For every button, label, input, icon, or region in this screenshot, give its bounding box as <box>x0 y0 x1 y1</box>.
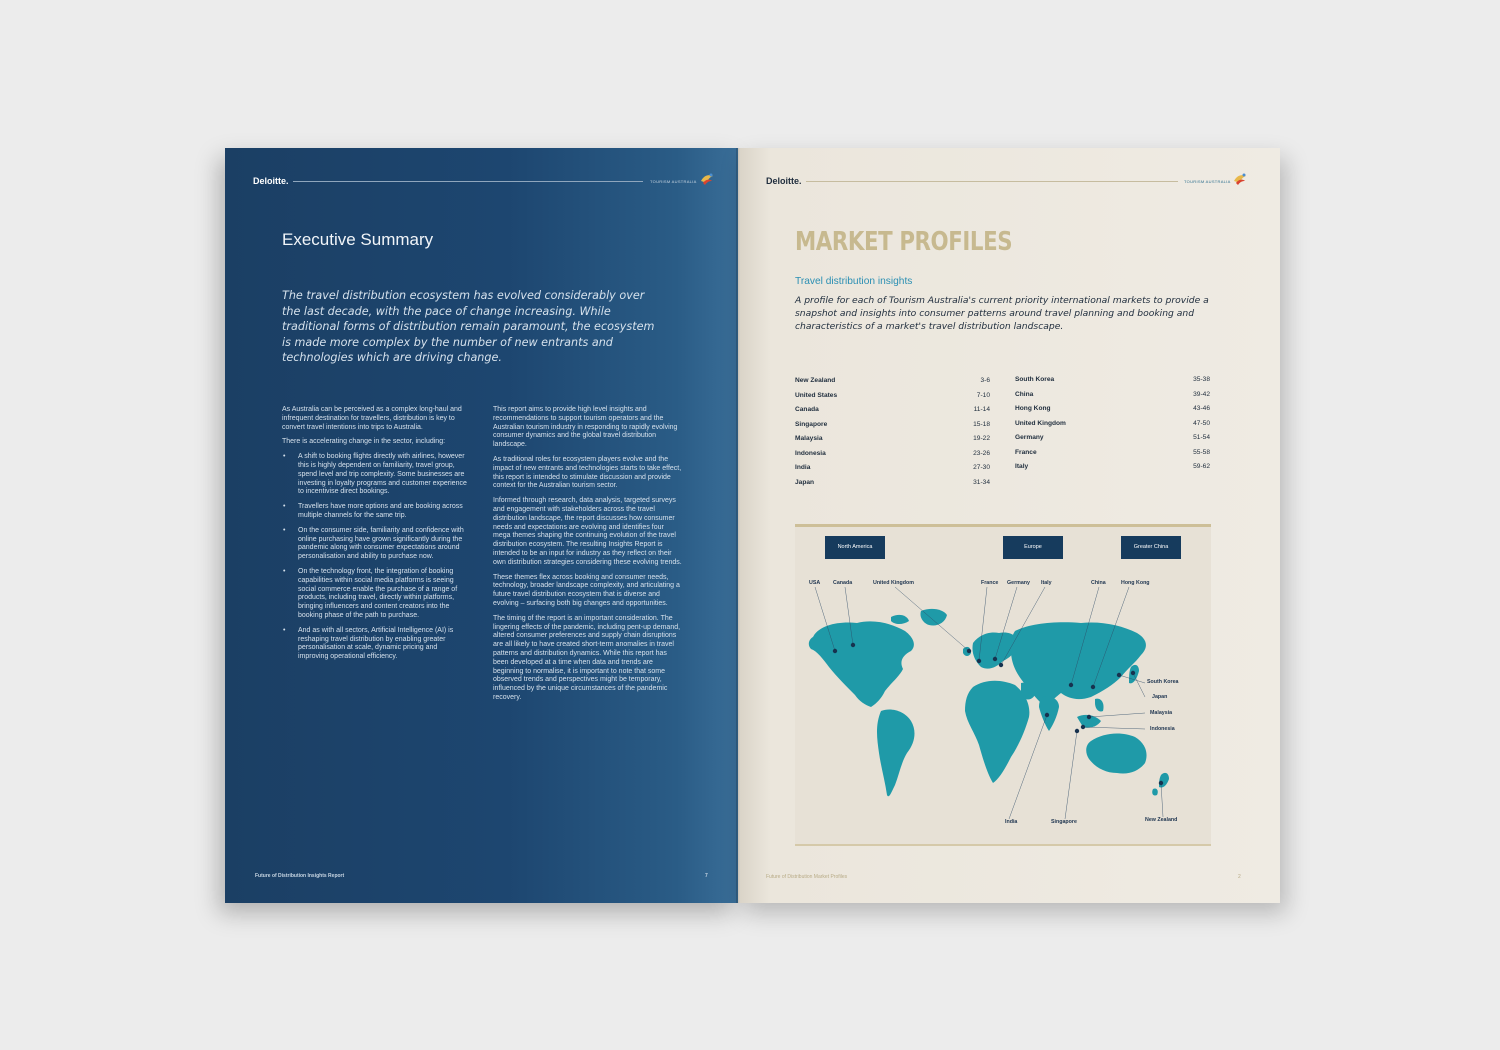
paragraph: As Australia can be perceived as a complex long-haul and infrequent destination for travellers, distribution is key to convert travel intentions into trips to Australia. <box>282 406 462 431</box>
toc-market: Italy <box>1015 463 1029 470</box>
toc-market: Indonesia <box>795 450 826 457</box>
header-rule <box>806 181 1178 182</box>
toc-pages: 47-50 <box>1193 420 1210 427</box>
deloitte-logo: Deloitte. <box>253 176 289 186</box>
tourism-australia-wordmark: TOURISM AUSTRALIA <box>650 179 697 184</box>
map-label-italy: Italy <box>1041 580 1052 586</box>
toc-market: Germany <box>1015 434 1044 441</box>
region-greater-china: Greater China <box>1121 536 1181 559</box>
region-north-america: North America <box>825 536 885 559</box>
intro-paragraph: The travel distribution ecosystem has evolved considerably over the last decade, with the pace of change increasing. While traditional forms of distribution remain paramount, the ecosystem is made more complex by the number of new entrants and technologies which are driving change. <box>282 289 655 364</box>
marker-south-korea <box>1117 673 1121 677</box>
toc-market: Japan <box>795 479 815 486</box>
toc-market: Malaysia <box>795 435 823 442</box>
toc-market: France <box>1015 449 1037 456</box>
toc-pages: 23-26 <box>973 450 990 457</box>
marker-new-zealand <box>1159 781 1163 785</box>
toc-market: China <box>1015 391 1034 398</box>
world-map-panel <box>795 524 1211 846</box>
marker-hong-kong <box>1091 685 1095 689</box>
toc-pages: 59-62 <box>1193 463 1210 470</box>
toc-pages: 39-42 <box>1193 391 1210 398</box>
marker-france <box>977 659 981 663</box>
text-column-2 <box>493 406 683 709</box>
marker-usa <box>833 649 837 653</box>
page-number: 7 <box>705 873 708 879</box>
marker-india <box>1045 713 1049 717</box>
world-map <box>795 527 1211 849</box>
left-page <box>225 148 738 903</box>
list-item: • A shift to booking flights directly with airlines, however this is highly dependent on familiarity, travel group, spend level and trip complexity. Some businesses are investing in loyalty programs and customer experience to incentivise direct bookings. <box>282 453 467 497</box>
right-page <box>738 148 1280 903</box>
deloitte-logo: Deloitte. <box>766 176 802 186</box>
toc-market: Singapore <box>795 421 828 428</box>
paragraph: The timing of the report is an important consideration. The lingering effects of the pandemic, including pent-up demand, altered consumer preferences and supply chain disruptions are all likely to have created short-term anomalies in travel patterns and distribution dynamics. While this report has been developed at a time when data and trends are beginning to normalise, it is important to note that some observed trends and perspectives might be temporary, influenced by the unique circumstances of the pandemic recovery. <box>493 614 681 701</box>
marker-germany <box>993 657 997 661</box>
page-title: MARKET PROFILES <box>795 227 1013 257</box>
toc-pages: 15-18 <box>973 421 990 428</box>
list-item: • On the consumer side, familiarity and confidence with online purchasing have grown significantly during the pandemic along with consumer expectations around personalisation and ability to purchase now. <box>282 527 467 562</box>
paragraph: These themes flex across booking and consumer needs, technology, broader landscape complexity, and articulating a future travel distribution ecosystem that is diverse and evolving – surfacing both big changes and opportunities. <box>493 573 680 607</box>
footer-title: Future of Distribution Insights Report <box>255 873 345 879</box>
page-title: Executive Summary <box>282 230 434 249</box>
list-item: • Travellers have more options and are booking across multiple channels for the same trip. <box>282 503 467 521</box>
toc-pages: 3-6 <box>980 377 990 384</box>
map-label-new-zealand: New Zealand <box>1145 817 1178 823</box>
toc-market: United Kingdom <box>1015 420 1066 427</box>
toc-market: Hong Kong <box>1015 405 1051 412</box>
list-item: • On the technology front, the integration of booking capabilities within social media platforms is seeing social commerce enable the purchase of a range of products, including travel, directly within platforms, bringing influencers and content creators into the booking phase of the path to purchase. <box>282 568 467 621</box>
map-label-canada: Canada <box>833 580 853 586</box>
map-label-malaysia: Malaysia <box>1150 710 1173 716</box>
tourism-australia-logo-icon <box>1232 172 1248 186</box>
map-label-indonesia: Indonesia <box>1150 726 1175 732</box>
map-label-germany: Germany <box>1007 580 1030 586</box>
map-label-france: France <box>981 580 999 586</box>
region-europe: Europe <box>1003 536 1063 559</box>
toc-market: India <box>795 464 811 471</box>
description: A profile for each of Tourism Australia's current priority international markets to provide a snapshot and insights into consumer patterns around travel planning and booking and characteristics of a market's travel distribution landscape. <box>795 295 1209 332</box>
toc-market: South Korea <box>1015 376 1055 383</box>
toc-pages: 31-34 <box>973 479 990 486</box>
toc-pages: 55-58 <box>1193 449 1210 456</box>
header-rule <box>293 181 643 182</box>
tourism-australia-wordmark: TOURISM AUSTRALIA <box>1184 179 1231 184</box>
marker-united-kingdom <box>967 649 971 653</box>
text-column-1 <box>282 406 467 668</box>
map-label-japan: Japan <box>1152 694 1168 700</box>
toc-pages: 11-14 <box>973 406 990 413</box>
marker-singapore <box>1075 729 1079 733</box>
marker-italy <box>999 663 1003 667</box>
toc-pages: 19-22 <box>973 435 990 442</box>
footer-title: Future of Distribution Market Profiles <box>766 874 848 880</box>
map-label-south-korea: South Korea <box>1147 679 1179 685</box>
tourism-australia-logo-icon <box>699 172 715 186</box>
toc-market: United States <box>795 392 838 399</box>
map-label-united-kingdom: United Kingdom <box>873 580 914 586</box>
marker-canada <box>851 643 855 647</box>
toc-pages: 51-54 <box>1193 434 1210 441</box>
subtitle: Travel distribution insights <box>795 276 913 287</box>
map-label-singapore: Singapore <box>1051 819 1077 825</box>
page-number: 2 <box>1238 874 1241 880</box>
paragraph: There is accelerating change in the sector, including: <box>282 438 446 446</box>
toc-pages: 43-46 <box>1193 405 1210 412</box>
paragraph: This report aims to provide high level insights and recommendations to support tourism operators and the Australian tourism industry in responding to rapidly evolving consumer dynamics and the global travel distribution landscape. <box>493 406 678 449</box>
paragraph: As traditional roles for ecosystem players evolve and the impact of new entrants and technologies starts to take effect, this report is intended to stimulate discussion and provide context for the Australian tourism sector. <box>493 455 682 490</box>
marker-china <box>1069 683 1073 687</box>
map-label-india: India <box>1005 819 1018 825</box>
map-label-china: China <box>1091 580 1106 586</box>
list-item: • And as with all sectors, Artificial Intelligence (AI) is reshaping travel distribution by enabling greater personalisation at scale, dynamic pricing and improving operational efficiency. <box>282 627 467 662</box>
map-label-usa: USA <box>809 580 821 586</box>
map-label-hong-kong: Hong Kong <box>1121 580 1150 586</box>
toc-pages: 27-30 <box>973 464 990 471</box>
paragraph: Informed through research, data analysis, targeted surveys and engagement with stakeholders across the travel distribution landscape, the report discusses how consumer needs and expectations are evolving and identifies four mega themes shaping the continuing evolution of the travel distribution ecosystem. The resulting Insights Report is intended to be an input for industry as they reflect on their own distribution strategies considering these evolving trends. <box>493 497 682 566</box>
marker-malaysia <box>1087 715 1091 719</box>
marker-japan <box>1131 671 1135 675</box>
marker-indonesia <box>1081 725 1085 729</box>
bullet-list <box>282 453 467 662</box>
toc-pages: 35-38 <box>1193 376 1210 383</box>
toc-market: Canada <box>795 406 819 413</box>
toc-market: New Zealand <box>795 377 836 384</box>
book-gutter <box>736 148 740 903</box>
toc-pages: 7-10 <box>976 392 990 399</box>
world-map-land <box>809 609 1169 796</box>
